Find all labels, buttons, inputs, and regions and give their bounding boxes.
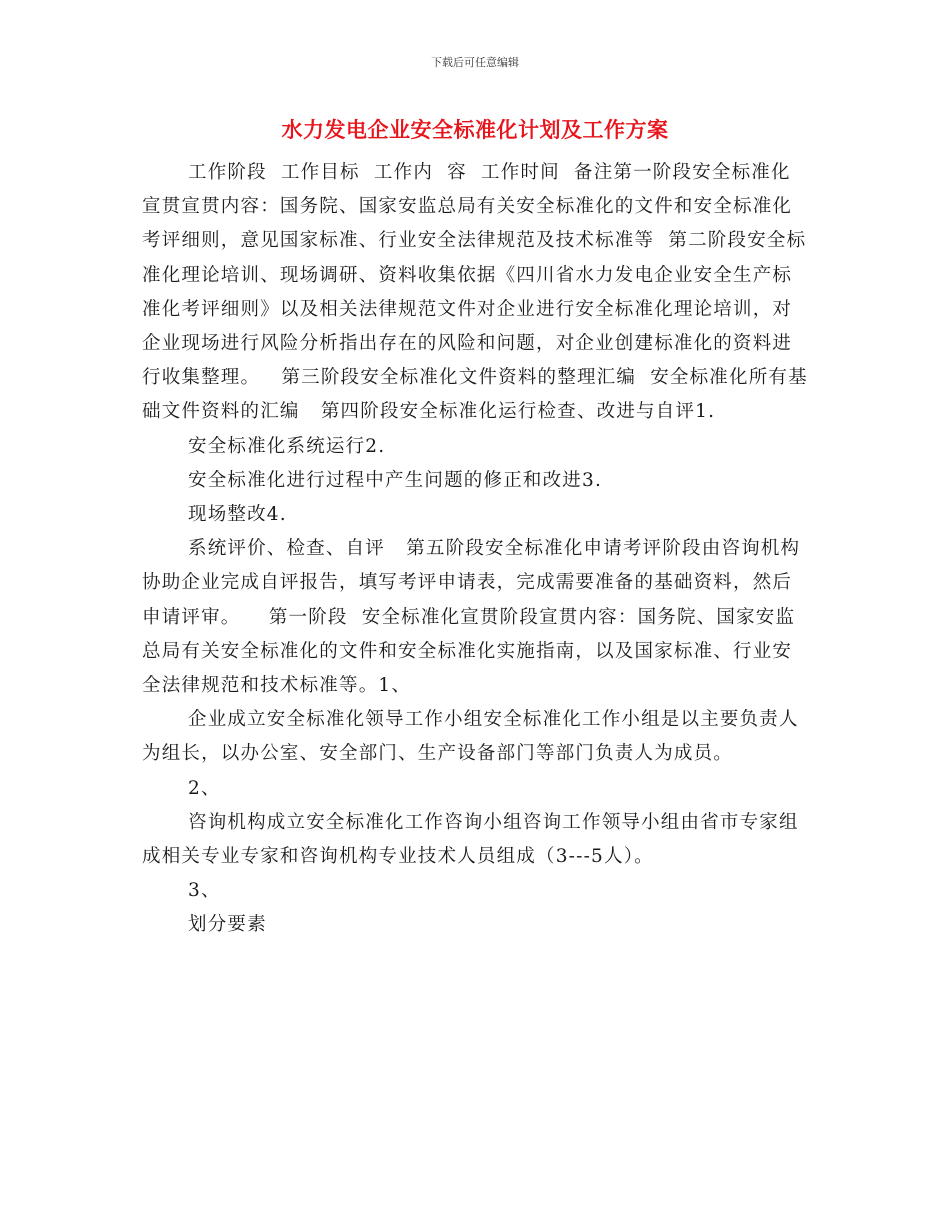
- paragraph: 划分要素: [188, 914, 267, 936]
- paragraph: 2、: [188, 777, 221, 799]
- paragraph: 安全标准化系统运行2.: [188, 435, 386, 457]
- page-header-note: 下载后可任意编辑: [431, 56, 519, 69]
- document-body: [142, 156, 810, 943]
- paragraph: 安全标准化进行过程中产生问题的修正和改进3.: [188, 469, 603, 491]
- paragraph: 系统评价、检查、自评 第五阶段安全标准化申请考评阶段由咨询机构协助企业完成自评报告，填写考评申请表，完成需要准备的基础资料，然后申请评审。 第一阶段 安全标准化宣贯阶段宣贯内容：国务院、国家安监总局有关安全标准化的文件和安全标准化实施指南，以及国家标准、行业安全法律规范和技术标准等。1、: [142, 538, 801, 697]
- paragraph: 3、: [188, 880, 221, 902]
- paragraph: 现场整改4.: [188, 504, 287, 526]
- paragraph: 企业成立安全标准化领导工作小组安全标准化工作小组是以主要负责人为组长，以办公室、安全部门、生产设备部门等部门负责人为成员。: [142, 709, 799, 765]
- paragraph: 咨询机构成立安全标准化工作咨询小组咨询工作领导小组由省市专家组成相关专业专家和咨询机构专业技术人员组成（3---5人）。: [142, 811, 799, 868]
- document-title: 水力发电企业安全标准化计划及工作方案: [281, 117, 669, 142]
- paragraph: 工作阶段 工作目标 工作内 容 工作时间 备注第一阶段安全标准化宣贯宣贯内容：国务院、国家安监总局有关安全标准化的文件和安全标准化考评细则，意见国家标准、行业安全法律规范及技术标准等 第二阶段安全标准化理论培训、现场调研、资料收集依据《四川省水力发电企业安全生产标准化考评细则》以及相关法律规范文件对企业进行安全标准化理论培训，对企业现场进行风险分析指出存在的风险和问题，对企业创建标准化的资料进行收集整理。 第三阶段安全标准化文件资料的整理汇编 安全标准化所有基础文件资料的汇编 第四阶段安全标准化运行检查、改进与自评1.: [142, 162, 808, 423]
